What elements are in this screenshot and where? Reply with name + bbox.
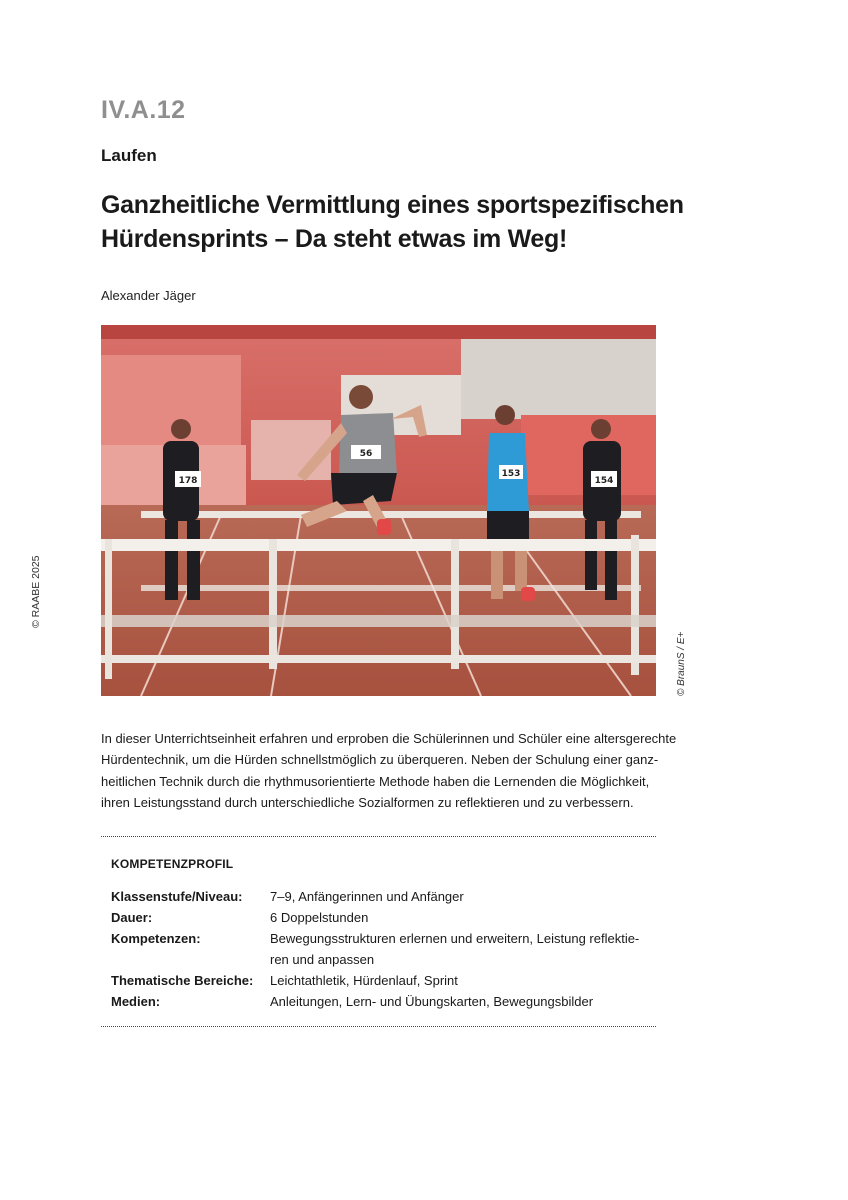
bib-number-178: 178	[178, 476, 198, 486]
profile-row-competencies	[111, 928, 656, 970]
copyright-note: © RAABE 2025	[30, 555, 42, 628]
profile-top-divider	[101, 836, 656, 837]
bib-number-154: 154	[594, 476, 614, 486]
profile-value	[270, 928, 650, 970]
hurdle-race-photo	[101, 325, 656, 696]
profile-label: Dauer:	[111, 910, 153, 925]
author-name: Alexander Jäger	[101, 288, 196, 303]
competence-profile-table	[111, 886, 656, 1012]
profile-row-duration	[111, 907, 656, 928]
bib-number-153: 153	[501, 469, 521, 479]
profile-row-media	[111, 991, 656, 1012]
intro-paragraph	[101, 728, 677, 813]
profile-label: Thematische Bereiche:	[111, 973, 254, 988]
profile-value: Anleitungen, Lern- und Übungskarten, Bewegungsbilder	[270, 994, 594, 1009]
intro-line-4: ihren Leistungsstand durch unterschiedliche Sozialformen zu reflektieren und zu verbessern.	[101, 794, 634, 810]
profile-row-level	[111, 886, 656, 907]
profile-row-topics	[111, 970, 656, 991]
bib-number-56: 56	[359, 449, 373, 459]
profile-label: Kompetenzen:	[111, 931, 201, 946]
unit-code: IV.A.12	[101, 96, 186, 124]
intro-line-3: heitlichen Technik durch die rhythmusorientierte Methode haben die Lernenden die Möglichkeit,	[101, 773, 650, 789]
profile-value-line: ren und anpassen	[270, 952, 375, 967]
profile-value: Leichtathletik, Hürdenlauf, Sprint	[270, 973, 458, 988]
profile-bottom-divider	[101, 1026, 656, 1027]
photo-credit: © BraunS / E+	[676, 631, 687, 696]
profile-label: Klassenstufe/Niveau:	[111, 889, 243, 904]
profile-heading: KOMPETENZPROFIL	[111, 857, 234, 871]
intro-line-1: In dieser Unterrichtseinheit erfahren und erproben die Schülerinnen und Schüler eine altersgerechte	[101, 731, 677, 746]
page-title	[101, 188, 701, 256]
profile-label: Medien:	[111, 994, 161, 1009]
title-line-1: Ganzheitliche Vermittlung eines sportspezifischen	[101, 191, 684, 219]
profile-value-line: Bewegungsstrukturen erlernen und erweitern, Leistung reflektie-	[270, 931, 640, 946]
profile-value: 6 Doppelstunden	[270, 910, 369, 925]
profile-value: 7–9, Anfängerinnen und Anfänger	[270, 889, 464, 904]
intro-line-2: Hürdentechnik, um die Hürden schnellstmöglich zu überqueren. Neben der Schulung einer ganz-	[101, 752, 659, 768]
title-line-2: Hürdensprints – Da steht etwas im Weg!	[101, 225, 568, 253]
subject-label: Laufen	[101, 146, 157, 165]
